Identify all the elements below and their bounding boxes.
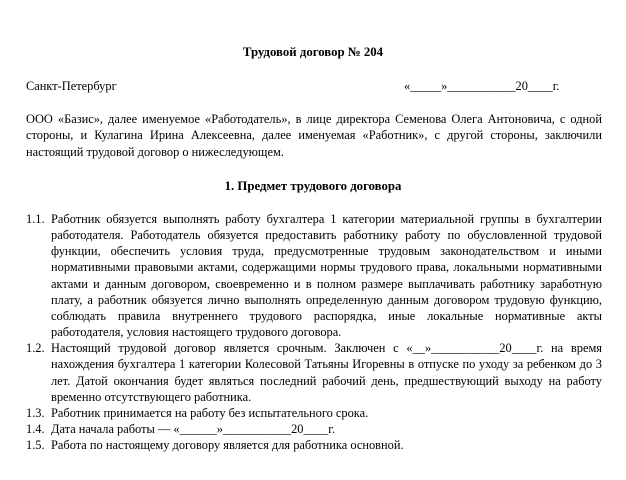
clause-number: 1.4. [26,422,45,437]
clause-1-4 [26,421,602,437]
clause-text: Работник принимается на работу без испытательного срока. [51,405,369,420]
clause-number: 1.3. [26,405,45,420]
clause-1-5 [26,437,602,453]
clause-number: 1.1. [26,212,45,226]
clause-1-3 [26,405,602,421]
section-title: 1. Предмет трудового договора [224,179,402,193]
clause-text: Настоящий трудовой договор является срочным. Заключен с «__»___________20____г. на время нахождения бухгалтера 1 категории Колесовой Татьяны Игоревны в отпуске по уходу за ребенком до 3 лет. Датой окончания будет являться последний рабочий день, предшествующий выходу на работу временно отсутствующего работника. [51,341,602,404]
clause-1-2 [26,340,602,405]
document-city: Санкт-Петербург [26,79,117,93]
clause-text: Работа по настоящему договору является для работника основной. [51,438,404,453]
clause-number: 1.2. [26,341,45,356]
clause-1-1 [26,211,602,340]
clause-list [26,211,602,453]
document-preamble: ООО «Базис», далее именуемое «Работодатель», в лице директора Семенова Олега Антоновича, с одной стороны, и Кулагина Ирина Алексеевна, далее именуемая «Работник», с другой стороны, заключили настоящий трудовой договор о нижеследующем. [26,112,602,159]
document-date-line: «_____»___________20____г. [404,79,560,93]
clause-number: 1.5. [26,438,45,453]
clause-text: Дата начала работы — «______»___________20____г. [51,422,336,437]
document-title: Трудовой договор № 204 [242,45,384,59]
clause-text: Работник обязуется выполнять работу бухгалтера 1 категории материальной группы в бухгалтерии работодателя. Работодатель обязуется предоставить работнику работу по обусловленной трудовой функции, обеспечить условия труда, предусмотренные трудовым законодательством и иными нормативными правовыми актами, содержащими нормы трудового права, локальными нормативными актами и данным договором, своевременно и в полном размере выплачивать работнику заработную плату, а работник обязуется лично выполнять определенную данным договором трудовую функцию, соблюдать правила внутреннего трудового распорядка, иные локальные нормативные акты работодателя, условия настоящего трудового договора. [51,212,602,340]
